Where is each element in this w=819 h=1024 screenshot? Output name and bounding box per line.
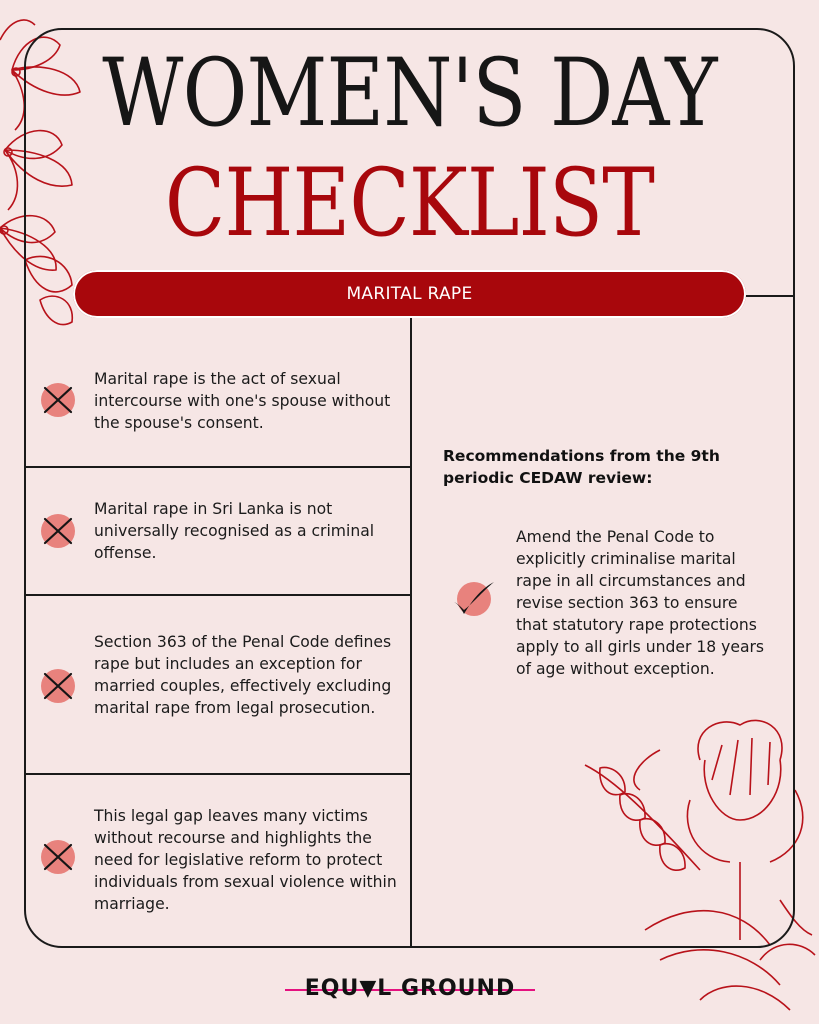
checklist-item [24, 468, 410, 594]
banner-connector-line [745, 295, 795, 297]
check-mark-icon [448, 580, 496, 618]
checklist-item [24, 596, 410, 773]
logo-text: EQU▼L GROUND [304, 976, 516, 1001]
recommendation-text: Amend the Penal Code to explicitly criminalise marital rape in all circumstances and revise section 363 to ensure that statutory rape protections apply to all girls under 18 years of age without exception. [516, 528, 765, 678]
x-mark-icon [40, 513, 76, 549]
recommendations-heading: Recommendations from the 9th periodic CEDAW review: [443, 447, 720, 487]
title-line-1: WOMEN'S DAY [102, 39, 717, 148]
topic-banner: MARITAL RAPE [73, 270, 746, 318]
column-divider [410, 318, 412, 948]
x-mark-icon [40, 382, 76, 418]
checklist-item-text: Marital rape in Sri Lanka is not universally recognised as a criminal offense. [94, 500, 375, 562]
equal-ground-logo [285, 974, 535, 1004]
title-line-2: CHECKLIST [164, 149, 655, 258]
checklist-item [24, 775, 410, 947]
checklist-item-text: Section 363 of the Penal Code defines rape but includes an exception for married couples, effectively excluding marital rape from legal prosecution. [94, 633, 392, 717]
checklist-item [24, 318, 410, 466]
checklist-item-text: Marital rape is the act of sexual intercourse with one's spouse without the spouse's consent. [94, 370, 391, 432]
x-mark-icon [40, 668, 76, 704]
checklist-item-text: This legal gap leaves many victims without recourse and highlights the need for legislative reform to protect individuals from sexual violence within marriage. [94, 807, 397, 913]
x-mark-icon [40, 839, 76, 875]
